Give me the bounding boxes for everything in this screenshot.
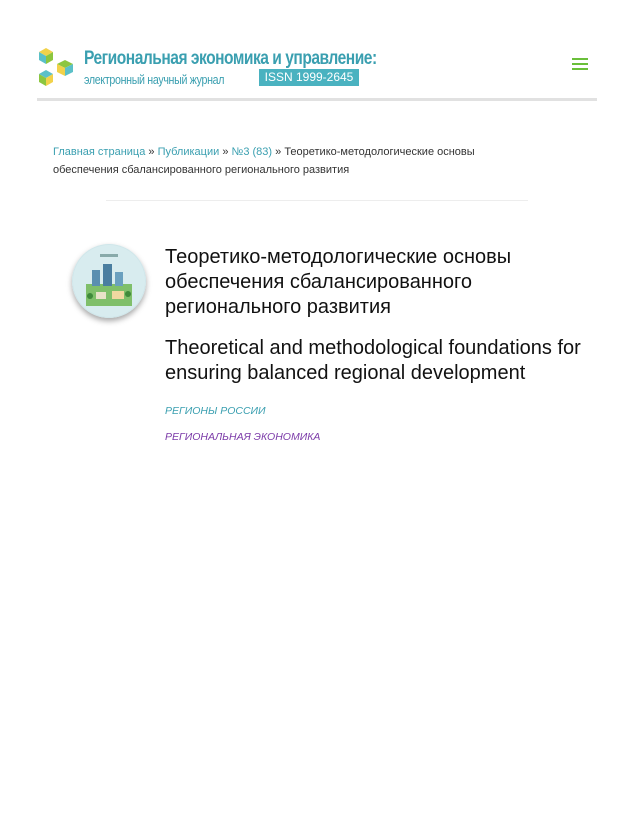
article-title-ru: Теоретико-методологические основы обеспечения сбалансированного регионального развития xyxy=(165,246,512,318)
city-illustration-icon xyxy=(72,244,146,318)
cubes-logo-icon xyxy=(37,46,75,88)
logo-issn-badge: ISSN 1999-2645 xyxy=(259,69,359,86)
breadcrumb-current: Теоретико-методологические основы обеспечения сбалансированного регионального развития xyxy=(53,146,475,176)
breadcrumb-issue-link[interactable]: №3 (83) xyxy=(231,146,273,158)
article-title-en: Theoretical and methodological foundations for ensuring balanced regional development xyxy=(165,337,581,384)
breadcrumb-home-link[interactable]: Главная страница xyxy=(53,146,146,158)
logo-title: Региональная экономика и управление: xyxy=(84,48,377,69)
breadcrumb xyxy=(53,143,543,179)
category-link-regional-economy[interactable]: РЕГИОНАЛЬНАЯ ЭКОНОМИКА xyxy=(165,431,321,443)
category-link-regions-russia[interactable]: РЕГИОНЫ РОССИИ xyxy=(165,405,266,417)
site-logo[interactable] xyxy=(37,46,377,90)
article-thumbnail[interactable] xyxy=(72,244,146,318)
site-header xyxy=(37,40,597,101)
breadcrumb-publications-link[interactable]: Публикации xyxy=(157,146,220,158)
logo-subtitle: электронный научный журнал xyxy=(84,72,225,87)
breadcrumb-separator: » xyxy=(148,146,155,158)
divider xyxy=(106,200,528,201)
breadcrumb-separator: » xyxy=(275,146,282,158)
hamburger-icon[interactable] xyxy=(572,58,588,72)
breadcrumb-separator: » xyxy=(222,146,229,158)
